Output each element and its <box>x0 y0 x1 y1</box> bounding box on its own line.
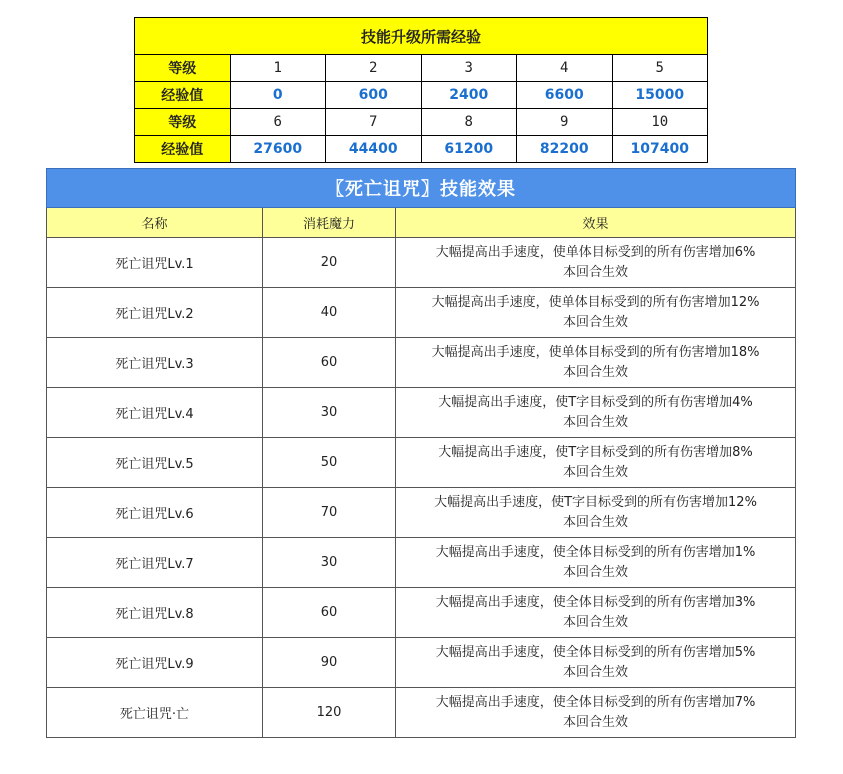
skill-mana: 120 <box>263 688 396 738</box>
exp-row <box>135 136 708 163</box>
level-cell: 1 <box>230 55 326 82</box>
skill-mana: 30 <box>263 388 396 438</box>
level-cell: 6 <box>230 109 326 136</box>
skill-effect <box>396 538 796 588</box>
skill-name: 死亡诅咒Lv.7 <box>47 538 263 588</box>
skill-effect-duration: 本回合生效 <box>563 414 629 430</box>
skill-name: 死亡诅咒Lv.5 <box>47 438 263 488</box>
exp-cell: 107400 <box>612 136 708 163</box>
exp-cell: 2400 <box>421 82 517 109</box>
skill-row <box>47 288 796 338</box>
skill-name: 死亡诅咒Lv.4 <box>47 388 263 438</box>
exp-cell: 82200 <box>517 136 613 163</box>
skill-effect-duration: 本回合生效 <box>563 364 629 380</box>
skill-effect-duration: 本回合生效 <box>563 714 629 730</box>
skill-mana: 40 <box>263 288 396 338</box>
skill-name: 死亡诅咒Lv.9 <box>47 638 263 688</box>
skill-effect-duration: 本回合生效 <box>563 664 629 680</box>
skill-effect <box>396 438 796 488</box>
skill-name: 死亡诅咒Lv.6 <box>47 488 263 538</box>
skill-row <box>47 688 796 738</box>
level-cell: 4 <box>517 55 613 82</box>
skill-effect <box>396 688 796 738</box>
skill-effect <box>396 288 796 338</box>
skill-effect-line: 大幅提高出手速度，使全体目标受到的所有伤害增加3% <box>435 594 756 610</box>
skill-effect <box>396 588 796 638</box>
skill-effect-banner: 〖死亡诅咒〗技能效果 <box>47 169 796 208</box>
skill-effect <box>396 488 796 538</box>
skill-effect <box>396 238 796 288</box>
skill-effect-line: 大幅提高出手速度，使全体目标受到的所有伤害增加5% <box>435 644 756 660</box>
skill-effect-line: 大幅提高出手速度，使T字目标受到的所有伤害增加8% <box>438 444 753 460</box>
exp-cell: 6600 <box>517 82 613 109</box>
skill-name: 死亡诅咒Lv.2 <box>47 288 263 338</box>
skill-effect-line: 大幅提高出手速度，使全体目标受到的所有伤害增加7% <box>435 694 756 710</box>
skill-effect-line: 大幅提高出手速度，使全体目标受到的所有伤害增加1% <box>435 544 756 560</box>
skill-row <box>47 588 796 638</box>
skill-effect-duration: 本回合生效 <box>563 464 629 480</box>
skill-row <box>47 638 796 688</box>
level-label: 等级 <box>135 109 231 136</box>
skill-effect-line: 大幅提高出手速度，使T字目标受到的所有伤害增加12% <box>434 494 757 510</box>
skill-mana: 50 <box>263 438 396 488</box>
skill-effect-line: 大幅提高出手速度，使单体目标受到的所有伤害增加18% <box>431 344 760 360</box>
exp-cell: 61200 <box>421 136 517 163</box>
skill-effect-table <box>46 168 796 738</box>
skill-effect-line: 大幅提高出手速度，使单体目标受到的所有伤害增加6% <box>435 244 756 260</box>
skill-name: 死亡诅咒·亡 <box>47 688 263 738</box>
exp-cell: 0 <box>230 82 326 109</box>
skill-effect <box>396 388 796 438</box>
header-mana: 消耗魔力 <box>263 208 396 238</box>
level-label: 等级 <box>135 55 231 82</box>
level-cell: 3 <box>421 55 517 82</box>
skill-mana: 90 <box>263 638 396 688</box>
skill-effect-line: 大幅提高出手速度，使单体目标受到的所有伤害增加12% <box>431 294 760 310</box>
skill-mana: 30 <box>263 538 396 588</box>
header-effect: 效果 <box>396 208 796 238</box>
skill-effect-duration: 本回合生效 <box>563 514 629 530</box>
skill-row <box>47 488 796 538</box>
skill-row <box>47 238 796 288</box>
skill-effect-duration: 本回合生效 <box>563 614 629 630</box>
exp-row <box>135 82 708 109</box>
level-cell: 7 <box>326 109 422 136</box>
skill-effect-duration: 本回合生效 <box>563 314 629 330</box>
skill-effect <box>396 338 796 388</box>
level-cell: 9 <box>517 109 613 136</box>
exp-table-title: 技能升级所需经验 <box>135 18 708 55</box>
level-cell: 5 <box>612 55 708 82</box>
level-cell: 8 <box>421 109 517 136</box>
skill-effect-line: 大幅提高出手速度，使T字目标受到的所有伤害增加4% <box>438 394 753 410</box>
skill-name: 死亡诅咒Lv.8 <box>47 588 263 638</box>
level-row <box>135 109 708 136</box>
skill-row <box>47 438 796 488</box>
skill-name: 死亡诅咒Lv.1 <box>47 238 263 288</box>
exp-cell: 15000 <box>612 82 708 109</box>
exp-cell: 27600 <box>230 136 326 163</box>
skill-effect <box>396 638 796 688</box>
skill-mana: 70 <box>263 488 396 538</box>
skill-table-header <box>47 208 796 238</box>
skill-mana: 60 <box>263 338 396 388</box>
skill-row <box>47 338 796 388</box>
level-cell: 10 <box>612 109 708 136</box>
header-name: 名称 <box>47 208 263 238</box>
level-cell: 2 <box>326 55 422 82</box>
skill-exp-table <box>134 17 708 163</box>
exp-label: 经验值 <box>135 82 231 109</box>
skill-row <box>47 388 796 438</box>
skill-effect-duration: 本回合生效 <box>563 564 629 580</box>
skill-name: 死亡诅咒Lv.3 <box>47 338 263 388</box>
exp-cell: 600 <box>326 82 422 109</box>
skill-effect-duration: 本回合生效 <box>563 264 629 280</box>
exp-cell: 44400 <box>326 136 422 163</box>
skill-row <box>47 538 796 588</box>
skill-mana: 60 <box>263 588 396 638</box>
exp-label: 经验值 <box>135 136 231 163</box>
level-row <box>135 55 708 82</box>
skill-mana: 20 <box>263 238 396 288</box>
